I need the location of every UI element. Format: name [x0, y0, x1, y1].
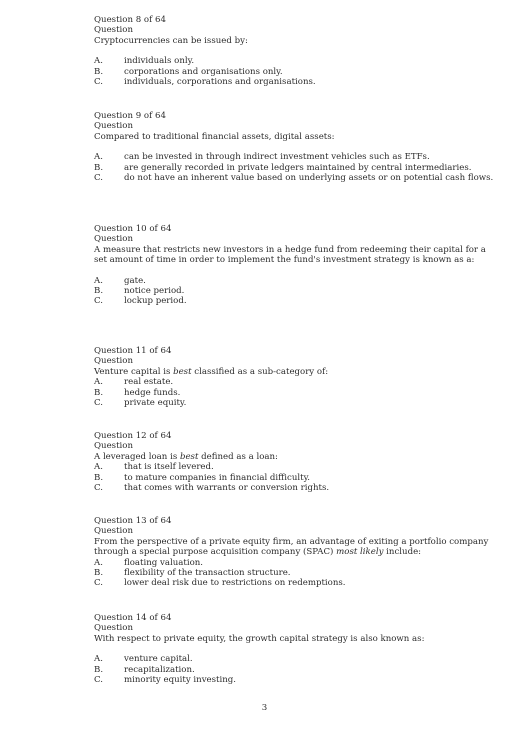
option-c: [94, 578, 494, 588]
option-letter: C.: [94, 173, 104, 184]
options-list: [94, 377, 494, 408]
question-number: Question 8 of 64: [94, 15, 166, 25]
question-stem: [94, 367, 494, 377]
option-text: minority equity investing.: [124, 675, 237, 686]
option-b: [94, 163, 494, 173]
option-c: [94, 296, 494, 306]
option-c: [94, 483, 494, 493]
options-list: [94, 56, 494, 87]
option-text: notice period.: [124, 286, 185, 297]
question-type-label: Question: [94, 234, 133, 245]
option-text: can be invested in through indirect investment vehicles such as ETFs.: [124, 152, 430, 163]
option-text: to mature companies in financial difficulty.: [124, 472, 311, 483]
option-letter: C.: [94, 483, 104, 494]
question-type-label: Question: [94, 526, 133, 537]
options-list: [94, 152, 494, 183]
option-letter: A.: [94, 654, 103, 665]
option-text: corporations and organisations only.: [124, 66, 283, 77]
option-b: [94, 286, 494, 296]
option-letter: C.: [94, 398, 104, 409]
question-type-label: Question: [94, 356, 133, 367]
option-text: individuals only.: [124, 56, 195, 67]
option-a: [94, 377, 494, 387]
question-14: [94, 613, 494, 685]
option-letter: A.: [94, 557, 103, 568]
option-c: [94, 173, 494, 183]
option-b: [94, 568, 494, 578]
stem-text: through a special purpose acquisition company (SPAC): [94, 547, 337, 558]
question-type-label: Question: [94, 121, 133, 132]
question-10: [94, 224, 494, 307]
option-text: that comes with warrants or conversion rights.: [124, 483, 330, 494]
option-text: private equity.: [124, 398, 187, 409]
question-number: Question 10 of 64: [94, 224, 172, 234]
option-letter: B.: [94, 66, 104, 77]
question-number: Question 13 of 64: [94, 516, 172, 526]
option-text: venture capital.: [124, 654, 193, 665]
option-c: [94, 77, 494, 87]
options-list: [94, 462, 494, 493]
stem-emphasis: most likely: [336, 547, 384, 558]
option-a: [94, 56, 494, 66]
option-a: [94, 654, 494, 664]
question-number: Question 11 of 64: [94, 346, 172, 356]
question-stem: Compared to traditional financial assets, digital assets:: [94, 131, 335, 142]
option-letter: B.: [94, 664, 104, 675]
option-letter: A.: [94, 275, 103, 286]
option-c: [94, 398, 494, 408]
question-stem-line-2: [94, 547, 494, 557]
stem-text: Venture capital is: [94, 366, 174, 377]
option-b: [94, 473, 494, 483]
option-b: [94, 67, 494, 77]
option-text: that is itself levered.: [124, 462, 214, 473]
option-text: recapitalization.: [124, 664, 195, 675]
option-c: [94, 675, 494, 685]
option-letter: C.: [94, 77, 104, 88]
option-a: [94, 152, 494, 162]
option-text: are generally recorded in private ledgers maintained by central intermediaries.: [124, 162, 472, 173]
question-number: Question 9 of 64: [94, 111, 166, 121]
option-letter: C.: [94, 578, 104, 589]
option-letter: A.: [94, 152, 103, 163]
option-letter: A.: [94, 377, 103, 388]
question-type-label: Question: [94, 25, 133, 36]
options-list: [94, 654, 494, 685]
question-8: [94, 15, 494, 87]
option-letter: B.: [94, 162, 104, 173]
option-letter: C.: [94, 296, 104, 307]
option-letter: B.: [94, 568, 104, 579]
option-text: flexibility of the transaction structure.: [124, 568, 291, 579]
question-stem-line-1: From the perspective of a private equity firm, an advantage of exiting a portfolio company: [94, 536, 489, 547]
option-text: lockup period.: [124, 296, 187, 307]
question-stem: With respect to private equity, the growth capital strategy is also known as:: [94, 633, 425, 644]
option-a: [94, 276, 494, 286]
option-text: real estate.: [124, 377, 174, 388]
stem-text: classified as a sub-category of:: [191, 366, 329, 377]
question-12: [94, 431, 494, 493]
question-number: Question 12 of 64: [94, 431, 172, 441]
option-text: do not have an inherent value based on underlying assets or on potential cash flows.: [124, 173, 494, 184]
option-b: [94, 388, 494, 398]
options-list: [94, 558, 494, 589]
stem-text: defined as a loan:: [198, 451, 278, 462]
question-stem: Cryptocurrencies can be issued by:: [94, 35, 248, 46]
option-text: floating valuation.: [124, 557, 204, 568]
options-list: [94, 276, 494, 307]
option-letter: B.: [94, 472, 104, 483]
option-letter: B.: [94, 286, 104, 297]
option-text: individuals, corporations and organisations.: [124, 77, 316, 88]
option-a: [94, 462, 494, 472]
stem-text: include:: [383, 547, 422, 558]
question-11: [94, 346, 494, 408]
question-9: [94, 111, 494, 183]
option-text: lower deal risk due to restrictions on redemptions.: [124, 578, 346, 589]
question-number: Question 14 of 64: [94, 613, 172, 623]
question-stem-line-1: A measure that restricts new investors in a hedge fund from redeeming their capital for a: [94, 244, 486, 255]
page-number: 3: [261, 703, 268, 713]
question-type-label: Question: [94, 623, 133, 634]
question-type-label: Question: [94, 441, 133, 452]
stem-emphasis: best: [179, 451, 199, 462]
option-b: [94, 665, 494, 675]
option-text: hedge funds.: [124, 387, 181, 398]
question-stem-line-2: set amount of time in order to implement the fund's investment strategy is known as a:: [94, 255, 475, 266]
question-stem: [94, 452, 494, 462]
option-letter: C.: [94, 675, 104, 686]
stem-text: A leveraged loan is: [94, 451, 180, 462]
option-letter: A.: [94, 56, 103, 67]
option-text: gate.: [124, 275, 146, 286]
option-letter: B.: [94, 387, 104, 398]
question-13: [94, 516, 494, 589]
stem-emphasis: best: [173, 366, 192, 377]
option-letter: A.: [94, 462, 103, 473]
option-a: [94, 558, 494, 568]
